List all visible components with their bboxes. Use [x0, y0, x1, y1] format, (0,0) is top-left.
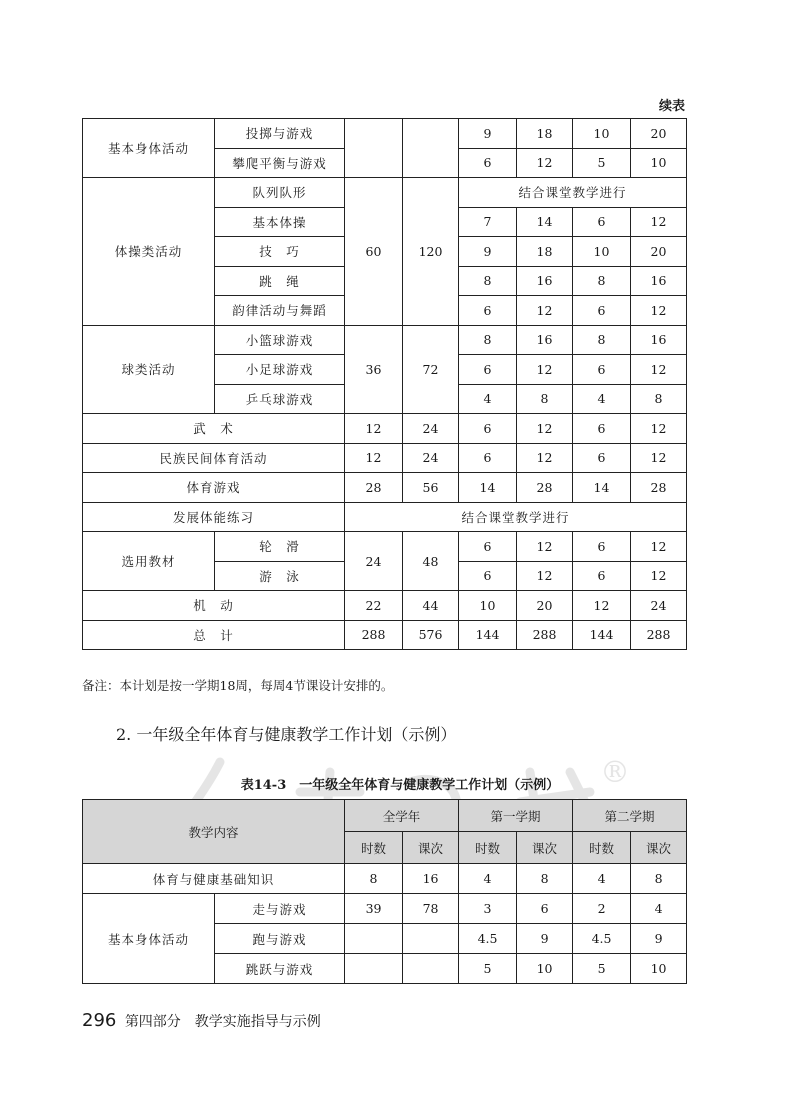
category-cell: 体操类活动 — [83, 178, 215, 326]
table-row: 选用教材 轮 滑 24 48 6 12 6 12 — [83, 532, 687, 562]
table-row: 基本身体活动 走与游戏 39 78 3 6 2 4 — [83, 894, 687, 924]
registered-mark: ® — [600, 755, 630, 790]
column-header: 第二学期 — [573, 800, 687, 832]
table-note: 备注：本计划是按一学期18周，每周4节课设计安排的。 — [82, 678, 394, 693]
column-header: 课次 — [403, 832, 459, 864]
table-row: 技 巧 9 18 10 20 — [83, 237, 687, 267]
footer-section-title: 第四部分 教学实施指导与示例 — [124, 1014, 321, 1030]
table-row: 韵律活动与舞蹈 6 12 6 12 — [83, 296, 687, 326]
column-header: 时数 — [573, 832, 631, 864]
column-header: 全学年 — [345, 800, 459, 832]
table-row: 体育游戏 28 56 14 28 14 28 — [83, 473, 687, 503]
table-row: 发展体能练习 结合课堂教学进行 — [83, 502, 687, 532]
table-row: 体育与健康基础知识 8 16 4 8 4 8 — [83, 864, 687, 894]
plan-table-continued — [82, 118, 687, 650]
category-cell: 基本身体活动 — [83, 119, 215, 178]
category-cell: 球类活动 — [83, 325, 215, 414]
table-row: 基本身体活动 投掷与游戏 9 18 10 20 — [83, 119, 687, 149]
table-row: 游 泳 6 12 6 12 — [83, 561, 687, 591]
column-header: 课次 — [631, 832, 687, 864]
table-row: 民族民间体育活动 12 24 6 12 6 12 — [83, 443, 687, 473]
table-row: 小足球游戏 6 12 6 12 — [83, 355, 687, 385]
table-row: 跑与游戏 4.5 9 4.5 9 — [83, 924, 687, 954]
category-cell: 基本身体活动 — [83, 894, 215, 984]
annual-plan-table — [82, 799, 687, 984]
table-row: 体操类活动 队列队形 60 120 结合课堂教学进行 — [83, 178, 687, 208]
table-row: 球类活动 小篮球游戏 36 72 8 16 8 16 — [83, 325, 687, 355]
column-header: 教学内容 — [83, 800, 345, 864]
column-header: 时数 — [459, 832, 517, 864]
table-row-total: 总 计 288 576 144 288 144 288 — [83, 620, 687, 650]
column-header: 第一学期 — [459, 800, 573, 832]
page-footer — [82, 1010, 321, 1031]
column-header: 时数 — [345, 832, 403, 864]
category-cell: 选用教材 — [83, 532, 215, 591]
table-row: 攀爬平衡与游戏 6 12 5 10 — [83, 148, 687, 178]
table-row: 乒乓球游戏 4 8 4 8 — [83, 384, 687, 414]
table-row: 跳 绳 8 16 8 16 — [83, 266, 687, 296]
table-row: 基本体操 7 14 6 12 — [83, 207, 687, 237]
table-row: 机 动 22 44 10 20 12 24 — [83, 591, 687, 621]
page-number: 296 — [82, 1010, 117, 1031]
table-caption: 表14-3 一年级全年体育与健康教学工作计划（示例） — [240, 778, 560, 793]
column-header: 课次 — [517, 832, 573, 864]
continued-label: 续表 — [658, 99, 685, 114]
section-heading: 2. 一年级全年体育与健康教学工作计划（示例） — [116, 725, 457, 744]
table-header-row — [83, 800, 687, 832]
table-row: 武 术 12 24 6 12 6 12 — [83, 414, 687, 444]
table-row: 跳跃与游戏 5 10 5 10 — [83, 954, 687, 984]
